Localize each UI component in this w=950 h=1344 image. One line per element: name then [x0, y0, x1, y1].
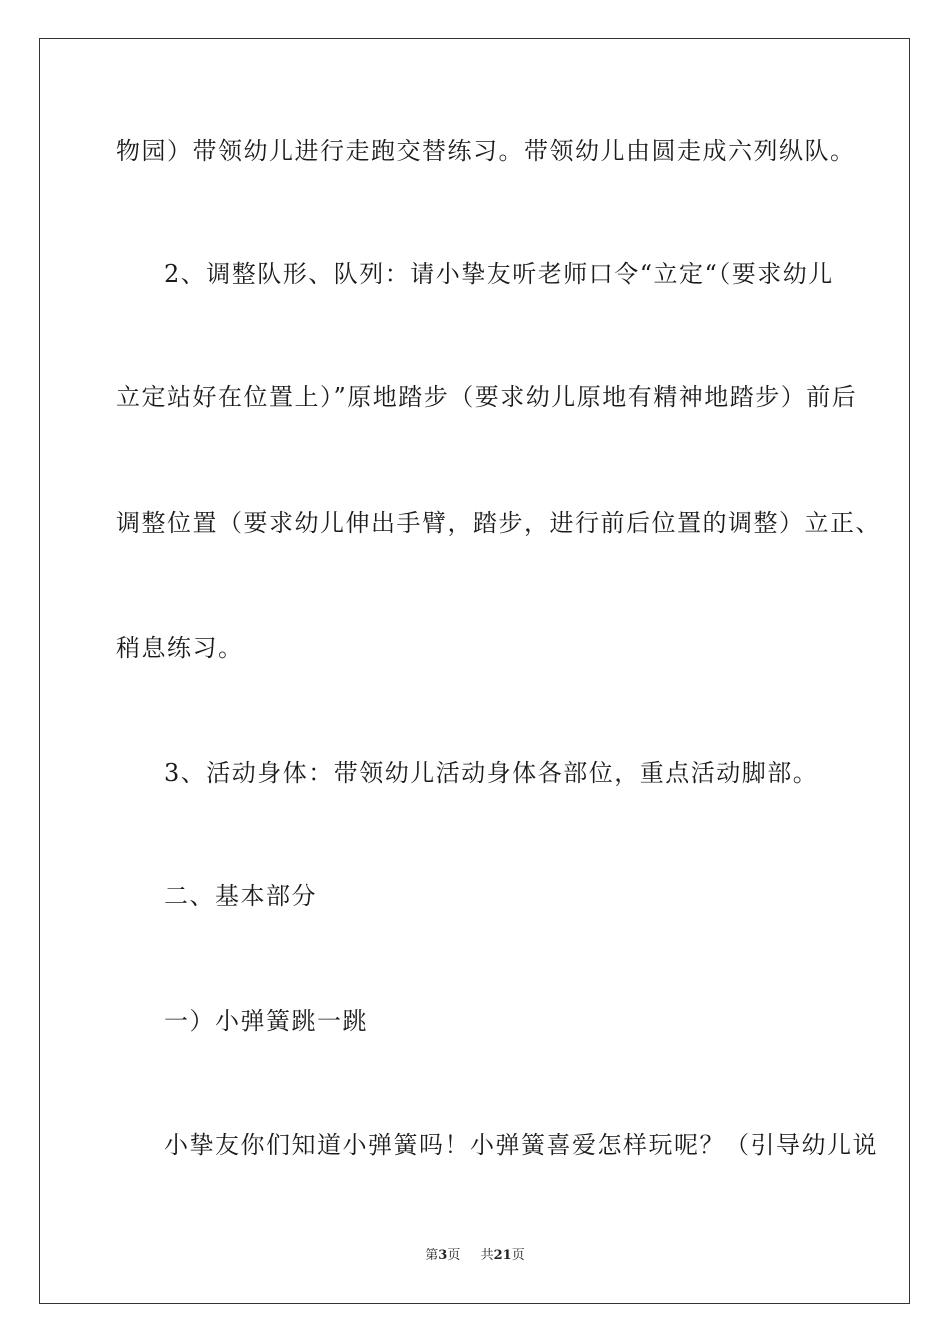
total-prefix: 共 [480, 1248, 494, 1263]
body-text-line-4: 调整位置（要求幼儿伸出手臂，踏步，进行前后位置的调整）立正、 [116, 509, 881, 537]
page-prefix: 第 [425, 1248, 439, 1263]
total-suffix: 页 [511, 1248, 525, 1263]
section-heading-basic: 二、基本部分 [164, 882, 317, 910]
body-text-line-1: 物园）带领幼儿进行走跑交替练习。带领幼儿由圆走成六列纵队。 [116, 137, 856, 165]
body-text-line-6: 3、活动身体：带领幼儿活动身体各部位，重点活动脚部。 [164, 759, 819, 787]
total-pages: 21 [493, 1248, 512, 1263]
page-footer [0, 1247, 950, 1265]
body-text-line-3: 立定站好在位置上）”原地踏步（要求幼儿原地有精神地踏步）前后 [116, 383, 858, 411]
page-border [39, 38, 910, 1304]
body-text-line-5: 稍息练习。 [116, 634, 244, 662]
body-text-line-2: 2、调整队形、队列：请小挚友听老师口令“立定“（要求幼儿 [164, 260, 834, 288]
page-suffix: 页 [447, 1248, 461, 1263]
body-text-line-9: 小挚友你们知道小弹簧吗！小弹簧喜爱怎样玩呢？（引导幼儿说 [164, 1131, 878, 1159]
page-number: 3 [438, 1248, 448, 1263]
subsection-heading-spring: 一）小弹簧跳一跳 [164, 1007, 368, 1035]
